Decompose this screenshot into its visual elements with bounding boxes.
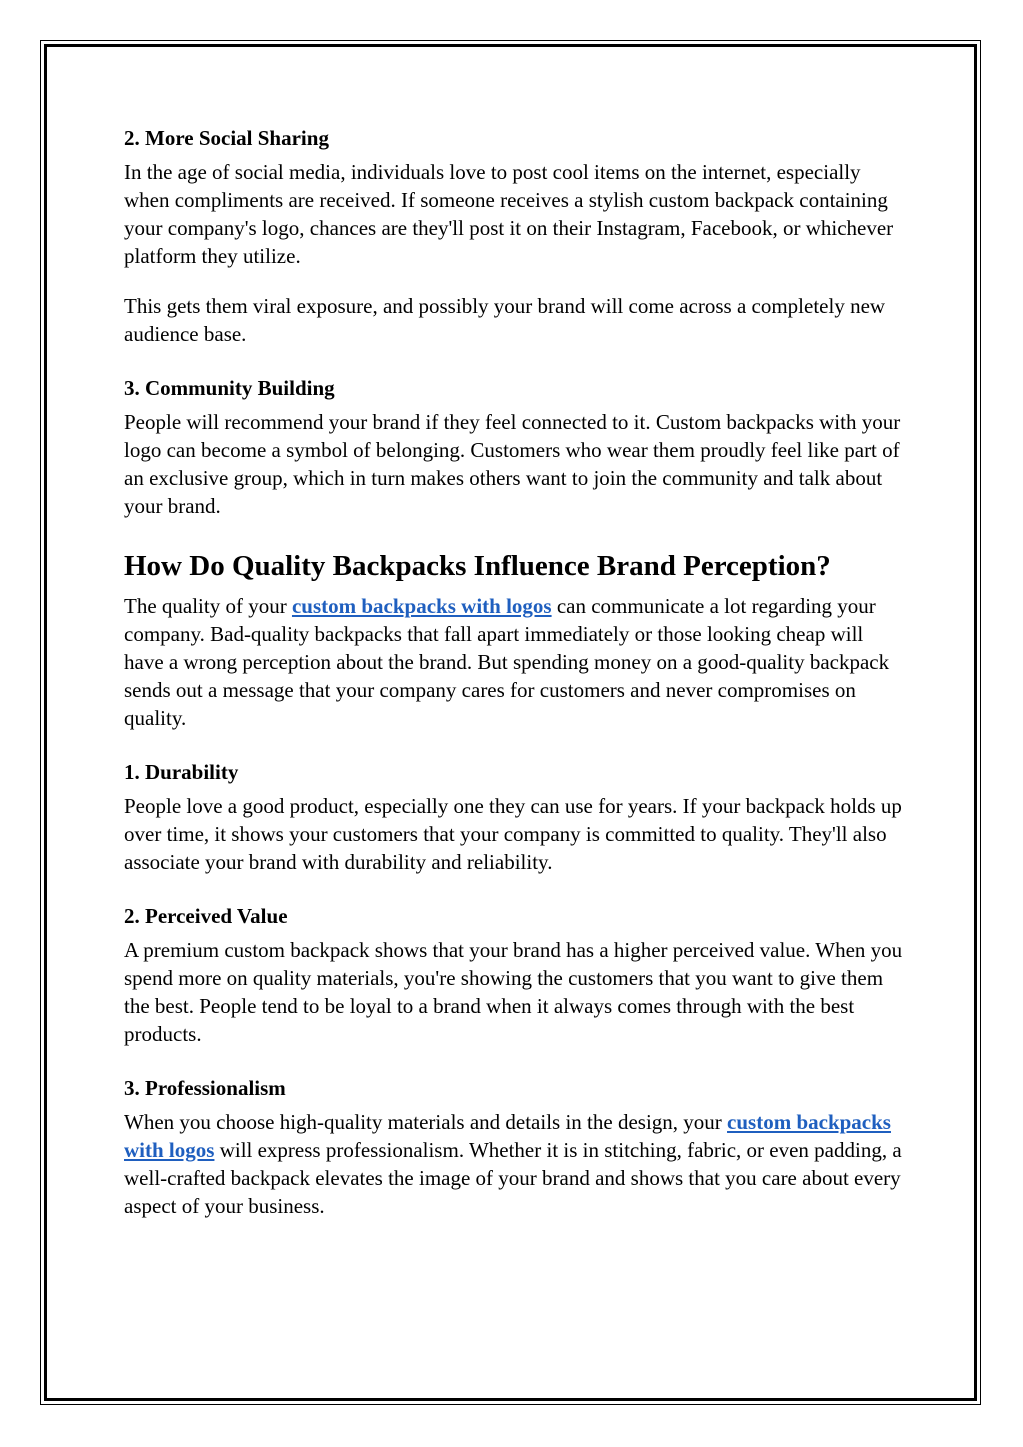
- subheading-perceived-value: 2. Perceived Value: [124, 904, 288, 928]
- text-run: When you choose high-quality materials and details in the design, your: [124, 1110, 728, 1134]
- text-run: The quality of your: [124, 594, 292, 618]
- subheading-durability: 1. Durability: [124, 760, 239, 784]
- paragraph-perceived-value: A premium custom backpack shows that your brand has a higher perceived value. When you spend more on quality materials, you're showing the customers that you want to give them the best. People tend to be loyal to a brand when it always comes through with the best products.: [124, 938, 903, 1046]
- subheading-social-sharing: 2. More Social Sharing: [124, 126, 329, 150]
- paragraph-professionalism: [124, 1108, 904, 1220]
- text-run: can communicate a lot regarding your company. Bad-quality backpacks that fall apart immediately or those looking cheap will have a wrong perception about the brand. But spending money on a good-quality backpack sends out a message that your company cares for customers and never compromises on quality.: [124, 594, 890, 730]
- paragraph-brand-perception: [124, 592, 904, 732]
- document-body: [124, 124, 904, 1220]
- section-heading-brand-perception: How Do Quality Backpacks Influence Brand Perception?: [124, 550, 831, 582]
- paragraph-community-building: People will recommend your brand if they feel connected to it. Custom backpacks with your logo can become a symbol of belonging. Customers who wear them proudly feel like part of an exclusive group, which in turn makes others want to join the community and talk about your brand.: [124, 410, 901, 518]
- paragraph-social-sharing-1: In the age of social media, individuals love to post cool items on the internet, especially when compliments are received. If someone receives a stylish custom backpack containing your company's logo, chances are they'll post it on their Instagram, Facebook, or whichever platform they utilize.: [124, 160, 894, 268]
- paragraph-social-sharing-2: This gets them viral exposure, and possibly your brand will come across a completely new audience base.: [124, 294, 886, 346]
- custom-backpacks-link-2[interactable]: custom backpacks with logos: [124, 1110, 891, 1162]
- paragraph-durability: People love a good product, especially one they can use for years. If your backpack holds up over time, it shows your customers that your company is committed to quality. They'll also associate your brand with durability and reliability.: [124, 794, 902, 874]
- subheading-professionalism: 3. Professionalism: [124, 1076, 286, 1100]
- subheading-community-building: 3. Community Building: [124, 376, 335, 400]
- text-run: will express professionalism. Whether it is in stitching, fabric, or even padding, a well-crafted backpack elevates the image of your brand and shows that you care about every aspect of your business.: [124, 1138, 902, 1218]
- custom-backpacks-link[interactable]: custom backpacks with logos: [291, 594, 552, 618]
